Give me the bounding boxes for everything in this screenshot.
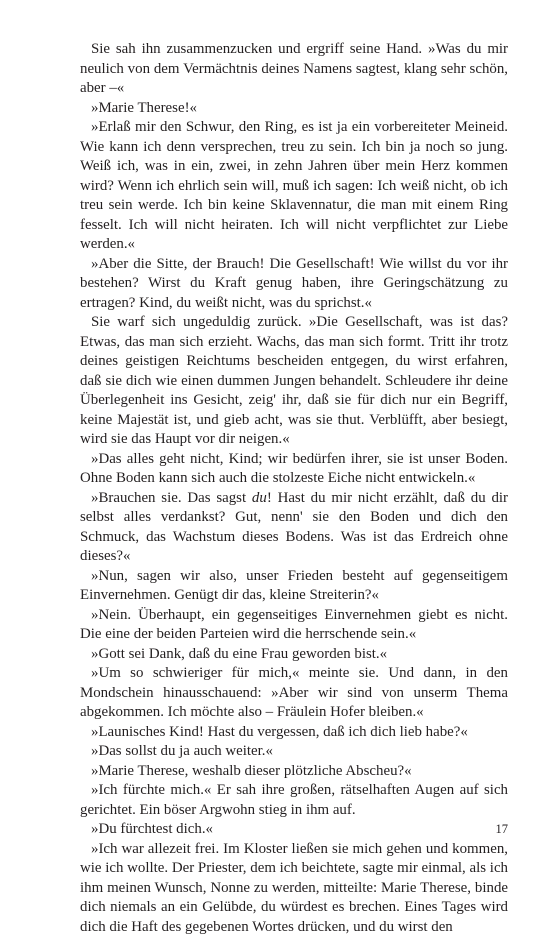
paragraph: »Du fürchtest dich.« — [80, 820, 508, 840]
paragraph: »Launisches Kind! Hast du vergessen, daß ich dich lieb habe?« — [80, 723, 508, 743]
paragraph: »Aber die Sitte, der Brauch! Die Gesellschaft! Wie willst du vor ihr bestehen? Wirst du Kraft genug haben, ihre Geringschätzung zu ertragen? Kind, du weißt nicht, was du sprichst.« — [80, 255, 508, 314]
paragraph: »Ich fürchte mich.« Er sah ihre großen, rätselhaften Augen auf sich gerichtet. Ein böser Argwohn stieg in ihm auf. — [80, 781, 508, 820]
paragraph: »Nun, sagen wir also, unser Frieden besteht auf gegenseitigem Einvernehmen. Genügt dir das, kleine Streiterin?« — [80, 567, 508, 606]
paragraph: »Marie Therese!« — [80, 99, 508, 119]
page-number: 17 — [496, 822, 509, 837]
paragraph: »Nein. Überhaupt, ein gegenseitiges Einvernehmen giebt es nicht. Die eine der beiden Parteien wird die herrschende sein.« — [80, 606, 508, 645]
emphasis-text: du — [252, 490, 267, 506]
book-page-text — [80, 40, 508, 937]
paragraph: »Um so schwieriger für mich,« meinte sie. Und dann, in den Mondschein hinausschauend: »Aber wir sind von unserm Thema abgekommen. Ich möchte also – Fräulein Hofer bleiben.« — [80, 664, 508, 723]
paragraph: Sie warf sich ungeduldig zurück. »Die Gesellschaft, was ist das? Etwas, das man sich erzieht. Wachs, das man sich formt. Tritt ihr trotz deines geistigen Reichtums bescheiden entgegen, du wirst erfahren, daß sie dich wie einen dummen Jungen behandelt. Schleudere ihr deine Überlegenheit ins Gesicht, zeig' ihr, daß sie für dich nur ein Begriff, keine Majestät ist, und gieb acht, was sie thut. Verblüfft, aber besiegt, wird sie das Haupt vor dir neigen.« — [80, 313, 508, 450]
paragraph: Sie sah ihn zusammenzucken und ergriff seine Hand. »Was du mir neulich von dem Vermächtnis deines Namens sagtest, klang sehr schön, aber –« — [80, 40, 508, 99]
paragraph: »Gott sei Dank, daß du eine Frau geworden bist.« — [80, 645, 508, 665]
paragraph: »Das alles geht nicht, Kind; wir bedürfen ihrer, sie ist unser Boden. Ohne Boden kann sich auch die stolzeste Eiche nicht entwickeln.« — [80, 450, 508, 489]
paragraph: »Erlaß mir den Schwur, den Ring, es ist ja ein vorbereiteter Meineid. Wie kann ich denn versprechen, treu zu sein. Ich bin ja noch so jung. Weiß ich, was in ein, zwei, in zehn Jahren über mein Herz kommen wird? Wenn ich ehrlich sein will, muß ich sagen: Ich weiß nicht, ob ich treu sein werde. Ich bin keine Sklavennatur, die man mit einem Ring fesselt. Ich will nicht heiraten. Ich will nicht verpflichtet zur Liebe werden.« — [80, 118, 508, 255]
paragraph: »Das sollst du ja auch weiter.« — [80, 742, 508, 762]
paragraph: »Brauchen sie. Das sagst du! Hast du mir nicht erzählt, daß du dir selbst alles verdankst? Gut, nenn' sie den Boden und dich den Schmuck, das Wachstum dieses Bodens. Was ist das Erdreich ohne dieses?« — [80, 489, 508, 567]
paragraph: »Ich war allezeit frei. Im Kloster ließen sie mich gehen und kommen, wie ich wollte. Der Priester, dem ich beichtete, sagte mir einmal, als ich ihm meinen Wunsch, Nonne zu werden, mitteilte: Marie Therese, binde dich niemals an ein Gelübde, du würdest es brechen. Eines Tages wird dich die Haft des gegebenen Wortes drücken, und du wirst den — [80, 840, 508, 937]
paragraph: »Marie Therese, weshalb dieser plötzliche Abscheu?« — [80, 762, 508, 782]
